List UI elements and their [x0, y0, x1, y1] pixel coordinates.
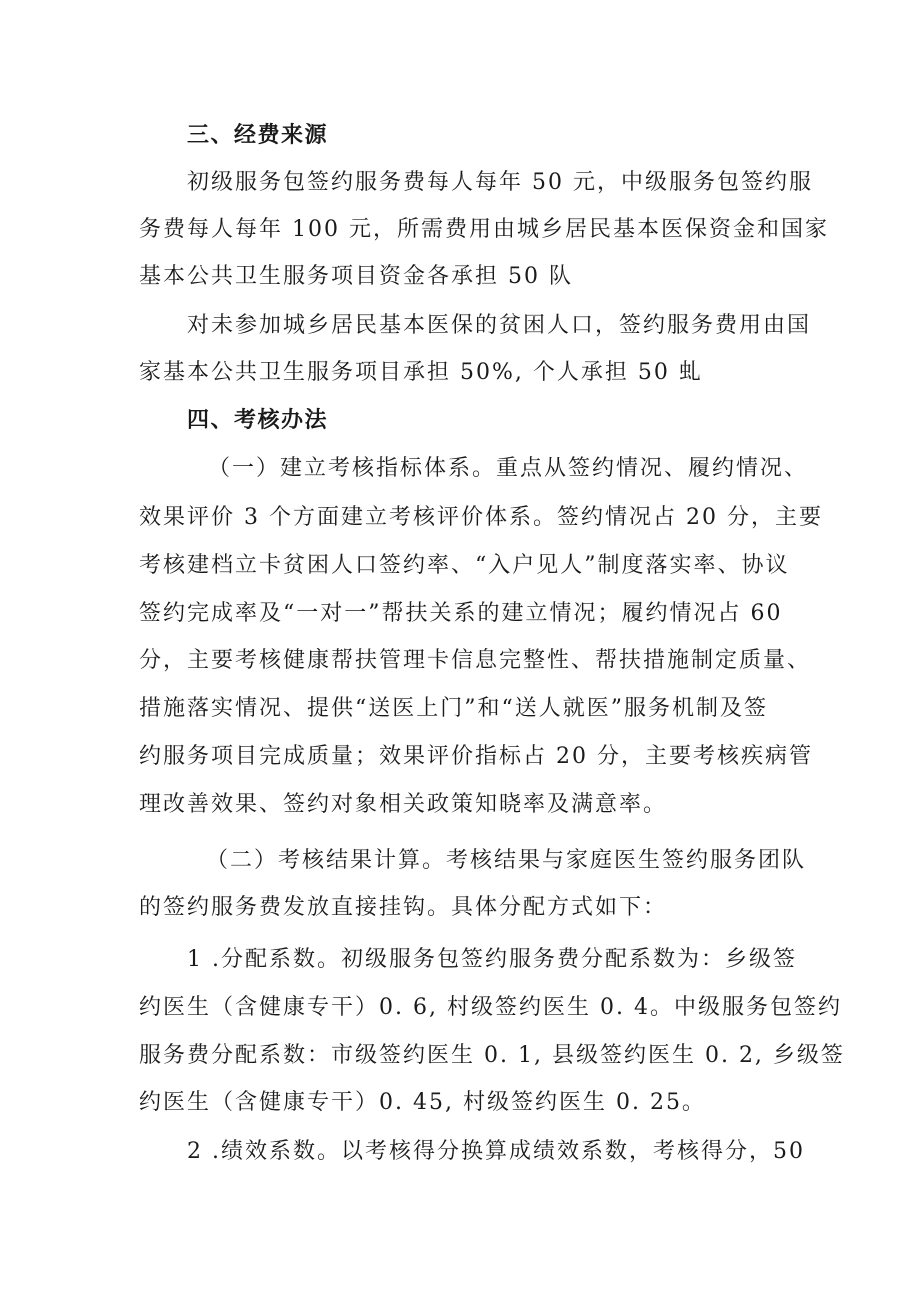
paragraph-line: 考核建档立卡贫困人口签约率、“入户见人”制度落实率、协议	[139, 553, 790, 578]
paragraph-line: 约医生（含健康专干）0. 6, 村级签约医生 0. 4。中级服务包签约	[139, 995, 842, 1020]
paragraph-line: 的签约服务费发放直接挂钩。具体分配方式如下：	[139, 895, 668, 920]
paragraph-line: 效果评价 3 个方面建立考核评价体系。签约情况占 20 分，主要	[139, 505, 823, 530]
paragraph-line: 措施落实情况、提供“送医上门”和“送人就医”服务机制及签	[139, 696, 768, 721]
paragraph-line: 2 .绩效系数。以考核得分换算成绩效系数，考核得分，50	[187, 1139, 805, 1164]
paragraph-line: 务费每人每年 100 元，所需费用由城乡居民基本医保资金和国家	[139, 217, 829, 242]
paragraph-line: 家基本公共卫生服务项目承担 50%, 个人承担 50 虬	[139, 360, 703, 385]
paragraph-line: 1 .分配系数。初级服务包签约服务费分配系数为：乡级签	[187, 947, 797, 972]
section-heading-funding: 三、经费来源	[187, 123, 329, 148]
paragraph-line: 约医生（含健康专干）0. 45, 村级签约医生 0. 25。	[139, 1090, 706, 1115]
paragraph-line: 对未参加城乡居民基本医保的贫困人口，签约服务费用由国	[187, 313, 812, 338]
paragraph-line: 理改善效果、签约对象相关政策知晓率及满意率。	[139, 792, 668, 817]
section-heading-assessment: 四、考核办法	[187, 408, 329, 433]
paragraph-line: 初级服务包签约服务费每人每年 50 元，中级服务包签约服	[187, 170, 813, 195]
paragraph-line: （一）建立考核指标体系。重点从签约情况、履约情况、	[208, 456, 809, 481]
paragraph-line: 基本公共卫生服务项目资金各承担 50 队	[139, 264, 573, 289]
paragraph-line: 服务费分配系数：市级签约医生 0. 1, 县级签约医生 0. 2, 乡级签	[139, 1043, 845, 1068]
paragraph-line: （二）考核结果计算。考核结果与家庭医生签约服务团队	[206, 848, 807, 873]
paragraph-line: 约服务项目完成质量；效果评价指标占 20 分，主要考核疾病管	[139, 744, 813, 769]
paragraph-line: 签约完成率及“一对一”帮扶关系的建立情况；履约情况占 60	[139, 601, 783, 626]
paragraph-line: 分，主要考核健康帮扶管理卡信息完整性、帮扶措施制定质量、	[139, 648, 812, 673]
